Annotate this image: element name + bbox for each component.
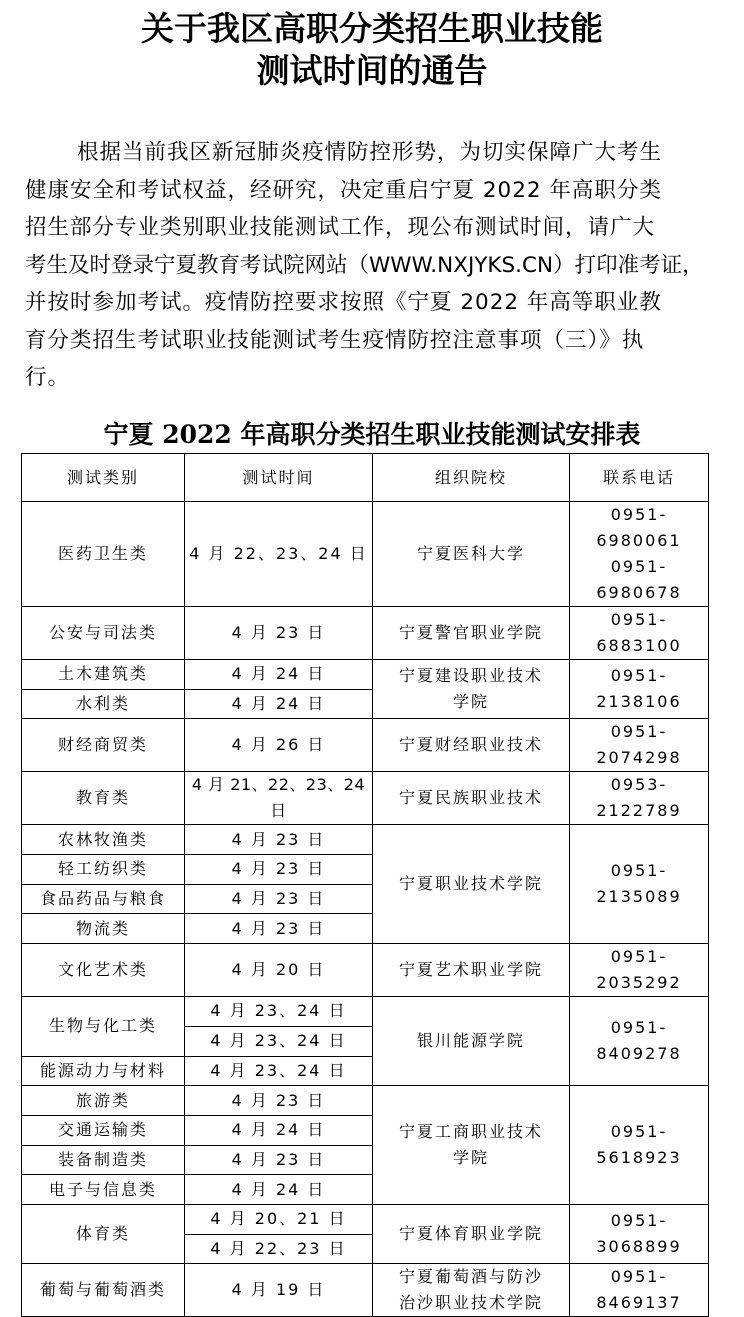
date-cell: 4 月 24 日 [185, 689, 373, 719]
date-cell: 4 月 24 日 [185, 1115, 373, 1145]
date-cell: 4 月 22、23 日 [185, 1234, 373, 1264]
school-cell: 宁夏民族职业技术 [373, 772, 570, 825]
phone-cell: 0951-6883100 [570, 607, 709, 660]
category-cell: 医药卫生类 [22, 502, 185, 607]
phone-cell [570, 502, 709, 607]
category-cell: 文化艺术类 [22, 944, 185, 997]
date-cell: 4 月 23 日 [185, 1086, 373, 1116]
phone-cell: 0953-2122789 [570, 772, 709, 825]
paragraph-line: 健康安全和考试权益，经研究，决定重启宁夏 2022 年高职分类 [25, 177, 662, 203]
notice-title-line2: 测试时间的通告 [256, 51, 488, 90]
date-cell: 4 月 23、24 日 [185, 1056, 373, 1086]
date-cell: 4 月 21、22、23、24 日 [185, 772, 373, 825]
header-date: 测试时间 [185, 454, 373, 502]
category-cell: 葡萄与葡萄酒类 [22, 1264, 185, 1317]
date-cell: 4 月 23 日 [185, 825, 373, 855]
table-row [22, 1086, 709, 1116]
table-row [22, 719, 709, 772]
date-cell: 4 月 22、23、24 日 [185, 502, 373, 607]
date-cell: 4 月 20 日 [185, 944, 373, 997]
school-name-part: 宁夏建设职业技术 [398, 666, 543, 686]
paragraph-line: 育分类招生考试职业技能测试考生疫情防控注意事项（三）》执 [25, 327, 645, 353]
phone-cell: 0951-3068899 [570, 1204, 709, 1263]
school-cell: 宁夏财经职业技术 [373, 719, 570, 772]
notice-title-line1: 关于我区高职分类招生职业技能 [141, 9, 603, 48]
phone-cell: 0951-2035292 [570, 944, 709, 997]
date-cell: 4 月 23 日 [185, 855, 373, 885]
table-title: 宁夏 2022 年高职分类招生职业技能测试安排表 [103, 420, 641, 449]
date-cell: 4 月 19 日 [185, 1264, 373, 1317]
school-cell: 宁夏医科大学 [373, 502, 570, 607]
school-cell [373, 1264, 570, 1317]
phone-cell: 0951-5618923 [570, 1086, 709, 1205]
category-cell: 生物与化工类 [22, 997, 185, 1056]
phone-cell: 0951-8469137 [570, 1264, 709, 1317]
date-cell: 4 月 23、24 日 [185, 1026, 373, 1056]
category-cell: 能源动力与材料 [22, 1056, 185, 1086]
table-row [22, 502, 709, 607]
category-cell: 体育类 [22, 1204, 185, 1263]
category-cell: 轻工纺织类 [22, 855, 185, 885]
paragraph-line: 考生及时登录宁夏教育考试院网站（WWW.NXJYKS.CN）打印准考证， [25, 252, 704, 278]
category-cell: 交通运输类 [22, 1115, 185, 1145]
category-cell: 公安与司法类 [22, 607, 185, 660]
category-cell: 食品药品与粮食 [22, 884, 185, 914]
category-cell: 土木建筑类 [22, 660, 185, 690]
date-cell: 4 月 20、21 日 [185, 1204, 373, 1234]
category-cell: 教育类 [22, 772, 185, 825]
school-name-part: 宁夏工商职业技术 [398, 1122, 543, 1142]
category-cell: 农林牧渔类 [22, 825, 185, 855]
paragraph-line: 招生部分专业类别职业技能测试工作，现公布测试时间，请广大 [25, 215, 656, 240]
school-name-part: 学院 [452, 1148, 489, 1168]
school-cell [373, 1086, 570, 1205]
table-row [22, 1264, 709, 1317]
table-row [22, 607, 709, 660]
paragraph-line: 根据当前我区新冠肺炎疫情防控形势，为切实保障广大考生 [77, 140, 663, 165]
date-cell: 4 月 23 日 [185, 914, 373, 944]
category-cell: 财经商贸类 [22, 719, 185, 772]
table-row [22, 944, 709, 997]
schedule-table [21, 453, 709, 1317]
date-cell: 4 月 24 日 [185, 660, 373, 690]
paragraph-line: 并按时参加考试。疫情防控要求按照《宁夏 2022 年高等职业教 [25, 290, 662, 315]
category-cell: 物流类 [22, 914, 185, 944]
table-row [22, 660, 709, 690]
school-cell: 银川能源学院 [373, 997, 570, 1086]
phone-cell: 0951-2138106 [570, 660, 709, 719]
table-row [22, 1204, 709, 1234]
table-row [22, 997, 709, 1027]
school-cell: 宁夏职业技术学院 [373, 825, 570, 944]
phone-cell: 0951-2135089 [570, 825, 709, 944]
school-name-part: 宁夏葡萄酒与防沙 [398, 1267, 543, 1287]
date-cell: 4 月 23 日 [185, 1145, 373, 1175]
date-cell: 4 月 23 日 [185, 884, 373, 914]
phone-cell: 0951-2074298 [570, 719, 709, 772]
category-cell: 水利类 [22, 689, 185, 719]
header-phone: 联系电话 [570, 454, 709, 502]
school-cell: 宁夏艺术职业学院 [373, 944, 570, 997]
date-cell: 4 月 24 日 [185, 1175, 373, 1205]
table-header-row [22, 454, 709, 502]
school-name-part: 治沙职业技术学院 [398, 1293, 543, 1313]
category-cell: 旅游类 [22, 1086, 185, 1116]
table-row [22, 825, 709, 855]
phone-number: 0951-6980678 [596, 557, 682, 602]
phone-number: 0951-6980061 [596, 505, 682, 550]
school-name-part: 学院 [452, 692, 489, 712]
date-cell: 4 月 23 日 [185, 607, 373, 660]
phone-cell: 0951-8409278 [570, 997, 709, 1086]
category-cell: 装备制造类 [22, 1145, 185, 1175]
school-cell: 宁夏警官职业学院 [373, 607, 570, 660]
date-cell: 4 月 23、24 日 [185, 997, 373, 1027]
school-cell [373, 660, 570, 719]
category-cell: 电子与信息类 [22, 1175, 185, 1205]
paragraph-line: 行。 [25, 365, 71, 390]
header-category: 测试类别 [22, 454, 185, 502]
date-cell: 4 月 26 日 [185, 719, 373, 772]
school-cell: 宁夏体育职业学院 [373, 1204, 570, 1263]
table-row [22, 772, 709, 825]
header-school: 组织院校 [373, 454, 570, 502]
notice-paragraph [25, 134, 704, 397]
